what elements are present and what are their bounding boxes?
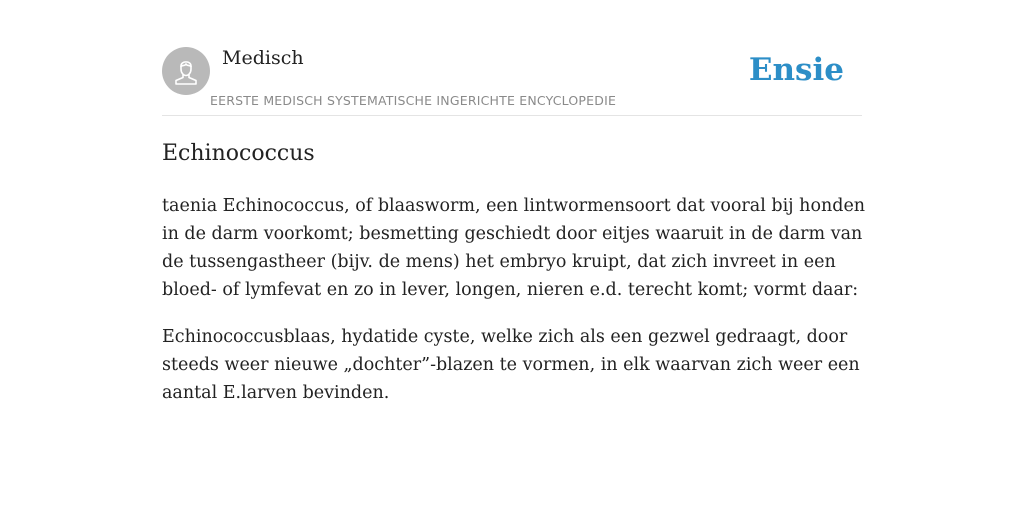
source-name[interactable]: Medisch <box>222 47 304 69</box>
brand-logo[interactable]: Ensie <box>748 52 844 88</box>
page-title: Echinococcus <box>162 141 315 166</box>
source-header <box>162 46 862 116</box>
article-paragraph: Echinococcusblaas, hydatide cyste, welke zich als een gezwel gedraagt, door steeds weer nieuwe „dochter”-blazen te vormen, in elk waarvan zich weer een aantal E.larven bevinden. <box>162 327 860 403</box>
article-paragraph: taenia Echinococcus, of blaasworm, een lintwormensoort dat vooral bij honden in de darm voorkomt; besmetting geschiedt door eitjes waaruit in de darm van de tussengastheer (bijv. de mens) het embryo kruipt, dat zich invreet in een bloed- of lymfevat en zo in lever, longen, nieren e.d. terecht komt; vormt daar: <box>162 196 866 300</box>
source-subtitle: EERSTE MEDISCH SYSTEMATISCHE INGERICHTE ENCYCLOPEDIE <box>210 93 617 108</box>
article-body <box>162 192 872 426</box>
user-icon[interactable] <box>162 47 210 95</box>
